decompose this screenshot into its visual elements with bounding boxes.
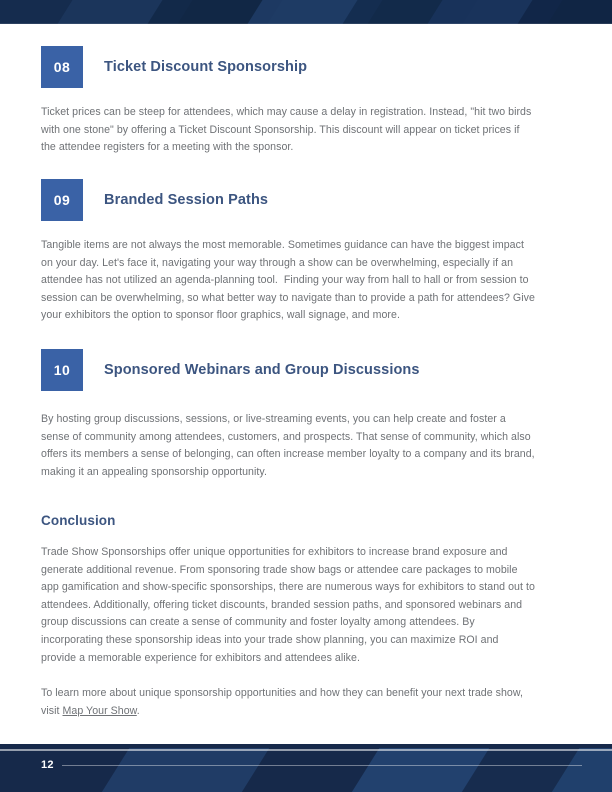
page-footer-band xyxy=(0,744,612,792)
section-title-09: Branded Session Paths xyxy=(104,192,269,208)
section-body-09: Tangible items are not always the most memorable. Sometimes guidance can have the biggest impact on your day. Let's face it, navigating your way through a show can be overwhelming, especially if an attendee has not utilized an agenda-planning tool. Finding your way from hall to hall or from session to session can be overwhelming, so what better way to navigate than to provide a path for attendees? Give your exhibitors the option to sponsor floor graphics, wall signage, and more. xyxy=(41,239,538,322)
conclusion-paragraph-2 xyxy=(41,685,535,720)
page-number: 12 xyxy=(41,759,54,771)
footer-top-dark-edge xyxy=(0,744,612,748)
section-title-08: Ticket Discount Sponsorship xyxy=(104,59,308,75)
section-heading-10 xyxy=(41,349,535,391)
page-content xyxy=(0,24,612,744)
section-body-08: Ticket prices can be steep for attendees, which may cause a delay in registration. Instead, "hit two birds with one stone" by offering a Ticket Discount Sponsorship. This discount will appear on ticket prices if the attendee registers for a meeting with the sponsor. xyxy=(41,106,535,154)
section-heading-09 xyxy=(41,179,535,221)
map-your-show-link[interactable]: Map Your Show xyxy=(62,704,137,717)
conclusion-paragraph-2-text-before-link: To learn more about unique sponsorship opportunities and how they can benefit your next trade show, visit xyxy=(41,687,526,717)
conclusion-paragraph-2-text-after-link: . xyxy=(136,704,140,717)
section-number-badge-09: 09 xyxy=(41,179,83,221)
footer-top-light-line xyxy=(0,749,612,751)
section-number-badge-08: 08 xyxy=(41,46,83,88)
page-header-band xyxy=(0,0,612,24)
section-heading-08 xyxy=(41,46,535,88)
section-number-badge-10: 10 xyxy=(41,349,83,391)
conclusion-paragraph-1: Trade Show Sponsorships offer unique opportunities for exhibitors to increase brand exposure and generate additional revenue. From sponsoring trade show bags or attendee care packages to mobile app gamification and show-specific sponsorships, there are numerous ways for exhibitors to stand out to attendees. Additionally, offering ticket discounts, branded session paths, and sponsored webinars and group discussions can create a sense of community and foster loyalty among attendees. By incorporating these sponsorship ideas into your trade show planning, you can maximize ROI and provide a memorable experience for exhibitors and attendees alike. xyxy=(41,546,538,664)
section-body-10: By hosting group discussions, sessions, or live-streaming events, you can help create and foster a sense of community among attendees, customers, and prospects. That sense of community, which also offers its members a sense of belonging, can often increase member loyalty to a company and its brand, making it an appealing sponsorship opportunity. xyxy=(41,413,538,478)
conclusion-heading: Conclusion xyxy=(41,513,116,528)
footer-horizontal-rule xyxy=(62,765,582,766)
section-title-10: Sponsored Webinars and Group Discussions xyxy=(104,362,420,378)
